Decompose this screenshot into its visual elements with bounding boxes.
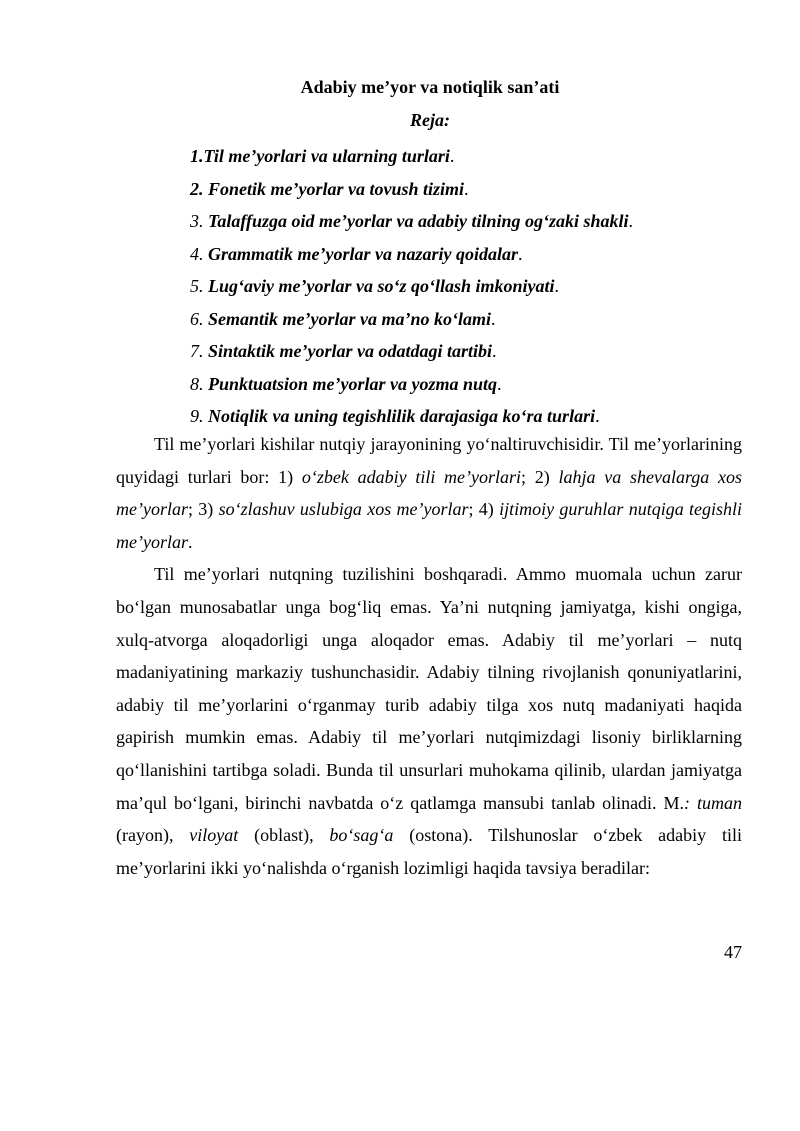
plan-item: 7. Sintaktik me’yorlar va odatdagi tartibi. [190, 341, 497, 361]
plan-item: 2. Fonetik me’yorlar va tovush tizimi. [190, 178, 469, 199]
plan-item: 8. Punktuatsion me’yorlar va yozma nutq. [190, 373, 502, 394]
plan-list [190, 140, 750, 433]
paragraph-2: Til me’yorlari nutqning tuzilishini boshqaradi. Ammo muomala uchun zarur bo‘lgan munosabatlar unga bog‘liq emas. Ya’ni nutqning jamiyatga, kishi ongiga, xulq-atvorga aloqadorligi unga aloqador emas. Adabiy til me’yorlari – nutq madaniyatining markaziy tushunchasidir. Adabiy tilning rivojlanish qonuniyatlarini, adabiy til me’yorlarini o‘rganmay turib adabiy tilga xos nutq madaniyati haqida gapirish mumkin emas. Adabiy til me’yorlari nutqimizdagi lisoniy birliklarning qo‘llanishini tartibga soladi. Bunda til unsurlari muhokama qilinib, ulardan jamiyatga ma’qul bo‘lgani, birinchi navbatda o‘z qatlamga mansubi tanlab olinadi. M.: tuman (rayon), viloyat (oblast), bo‘sag‘a (ostona). Tilshunoslar o‘zbek adabiy tili me’yorlarini ikki yo‘nalishda o‘rganish lozimligi haqida tavsiya beradilar: [116, 564, 742, 878]
plan-item: 6. Semantik me’yorlar va ma’no ko‘lami. [190, 308, 496, 329]
plan-item: 9. Notiqlik va uning tegishlilik darajasiga ko‘ra turlari. [190, 406, 600, 426]
plan-item: 1.Til me’yorlari va ularning turlari. [190, 146, 455, 166]
plan-heading: Reja: [410, 110, 450, 130]
paragraph-1: Til me’yorlari kishilar nutqiy jarayonining yo‘naltiruvchisidir. Til me’yorlarining quyidagi turlari bor: 1) o‘zbek adabiy tili me’yorlari; 2) lahja va shevalarga xos me’yorlar; 3) so‘zlashuv uslubiga xos me’yorlar; 4) ijtimoiy guruhlar nutqiga tegishli me’yorlar. [116, 434, 743, 552]
plan-item: 3. Talaffuzga oid me’yorlar va adabiy tilning og‘zaki shakli. [190, 211, 634, 231]
document-title: Adabiy me’yor va notiqlik san’ati [300, 77, 560, 97]
plan-item: 4. Grammatik me’yorlar va nazariy qoidalar. [190, 243, 523, 264]
plan-item: 5. Lug‘aviy me’yorlar va so‘z qo‘llash imkoniyati. [190, 276, 559, 296]
body-text [116, 428, 742, 884]
page-number: 47 [724, 942, 742, 962]
